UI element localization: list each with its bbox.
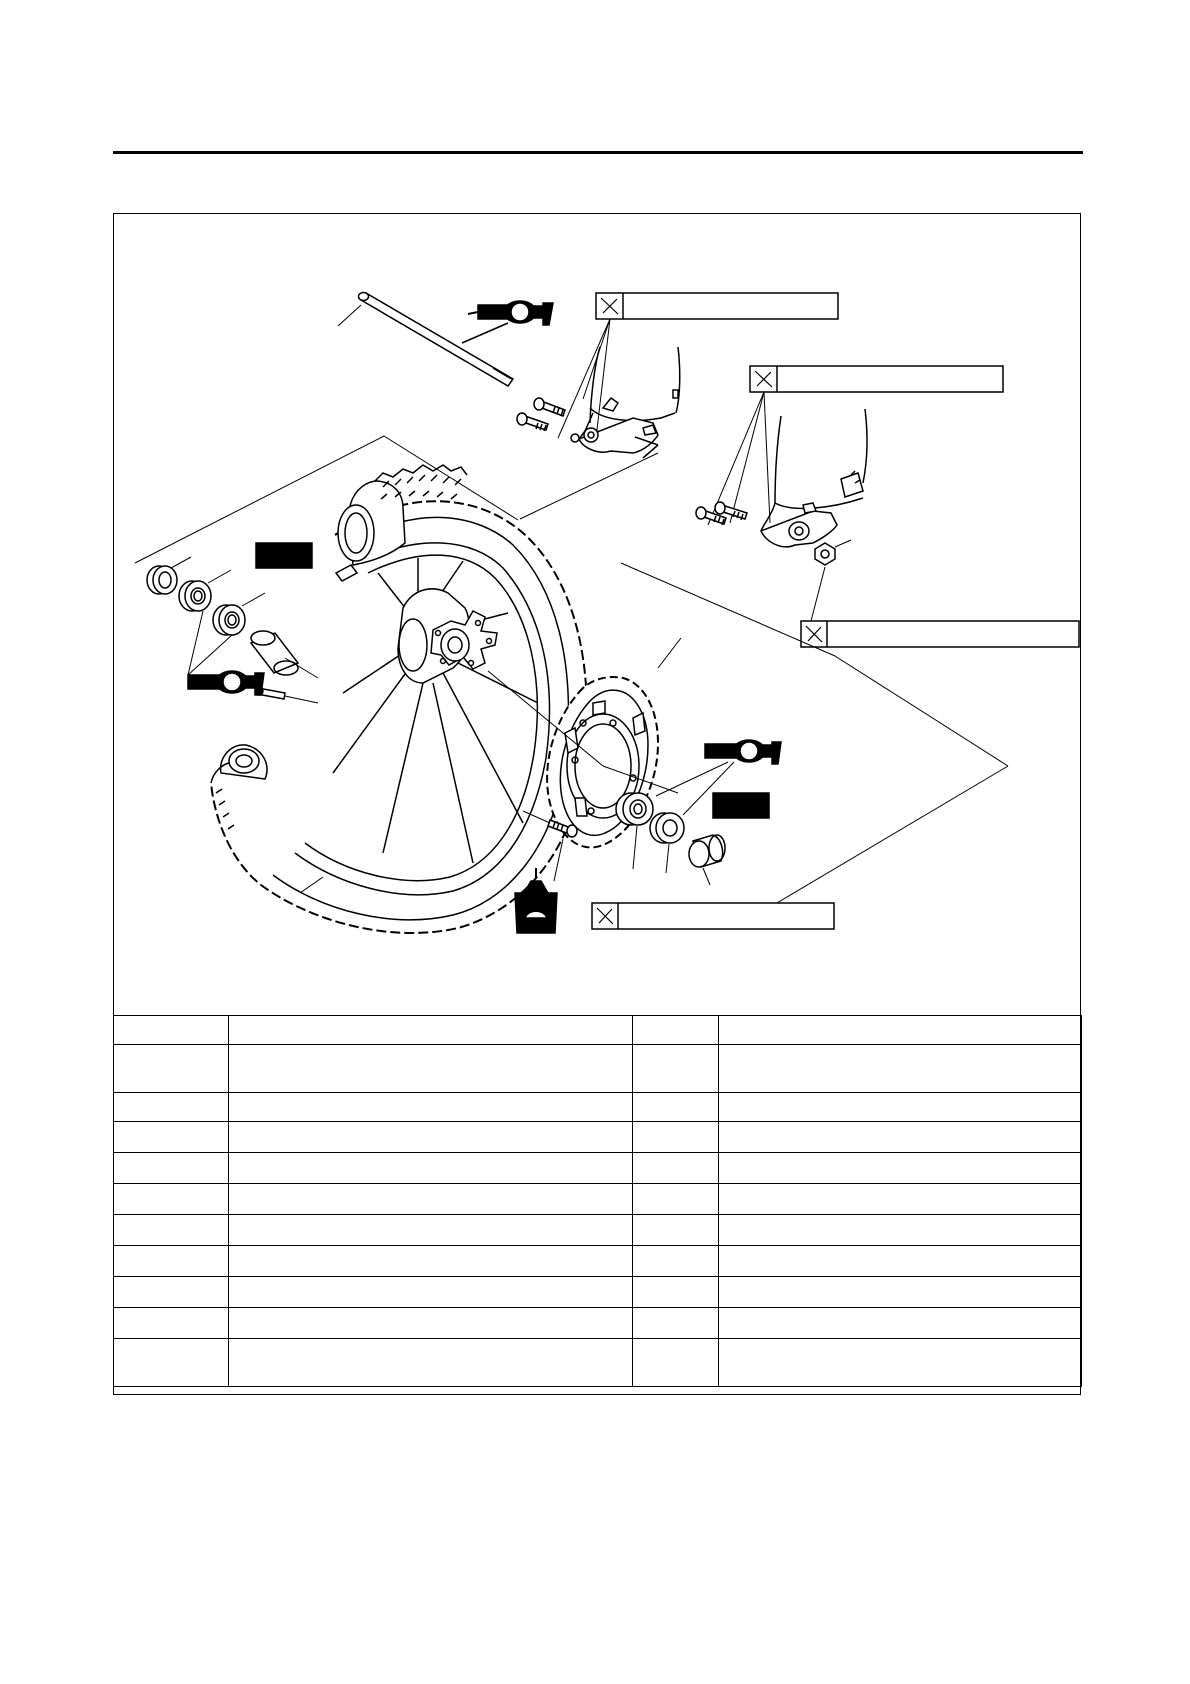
assembly-lines-right: [621, 563, 1008, 913]
table-cell: [229, 1277, 633, 1308]
table-cell: [229, 1215, 633, 1246]
table-cell: [719, 1153, 1082, 1184]
table-cell: [229, 1045, 633, 1093]
table-cell: [633, 1339, 719, 1387]
table-header-cell: [229, 1016, 633, 1045]
table-cell: [114, 1122, 229, 1153]
table-row: [114, 1122, 1082, 1153]
table-cell: [633, 1184, 719, 1215]
table-cell: [114, 1184, 229, 1215]
table-cell: [719, 1122, 1082, 1153]
fork-leg-left: [571, 347, 680, 458]
table-cell: [114, 1339, 229, 1387]
table-cell: [114, 1277, 229, 1308]
table-header-cell: [633, 1016, 719, 1045]
torque-spec-box-3: [801, 567, 1079, 647]
table-cell: [633, 1153, 719, 1184]
table-cell: [633, 1308, 719, 1339]
grease-icon: [462, 301, 553, 343]
table-row: [114, 1184, 1082, 1215]
table-header-cell: [719, 1016, 1082, 1045]
table-cell: [719, 1093, 1082, 1122]
right-bearing-set: [616, 793, 725, 885]
table-cell: [633, 1246, 719, 1277]
fork-leg-right: [761, 409, 867, 547]
table-row: [114, 1246, 1082, 1277]
table-cell: [633, 1122, 719, 1153]
black-label-right: [713, 793, 769, 818]
table-cell: [719, 1215, 1082, 1246]
fork-pinch-bolts-right: [696, 502, 747, 525]
front-wheel: [211, 465, 587, 933]
table-cell: [229, 1184, 633, 1215]
fork-pinch-bolts-left: [517, 398, 565, 431]
table-cell: [719, 1308, 1082, 1339]
table-cell: [633, 1045, 719, 1093]
table-cell: [114, 1093, 229, 1122]
table-cell: [114, 1045, 229, 1093]
table-cell: [229, 1339, 633, 1387]
parts-table: [113, 1015, 1082, 1387]
table-header-row: [114, 1016, 1082, 1045]
header-rule: [113, 151, 1083, 154]
exploded-wheel-diagram: [113, 213, 1081, 1015]
table-row: [114, 1215, 1082, 1246]
table-cell: [114, 1215, 229, 1246]
table-cell: [229, 1122, 633, 1153]
table-row: [114, 1277, 1082, 1308]
table-cell: [229, 1308, 633, 1339]
table-row: [114, 1339, 1082, 1387]
table-cell: [229, 1093, 633, 1122]
table-cell: [114, 1308, 229, 1339]
table-cell: [633, 1215, 719, 1246]
locking-agent-icon: [515, 868, 557, 933]
table-row: [114, 1153, 1082, 1184]
table-cell: [719, 1246, 1082, 1277]
table-cell: [633, 1277, 719, 1308]
torque-spec-box-2: [708, 366, 1003, 525]
table-cell: [719, 1339, 1082, 1387]
table-cell: [719, 1184, 1082, 1215]
torque-spec-box-4: [592, 903, 834, 929]
table-row: [114, 1308, 1082, 1339]
table-header-cell: [114, 1016, 229, 1045]
axle-nut: [815, 540, 851, 565]
table-cell: [719, 1045, 1082, 1093]
table-cell: [114, 1246, 229, 1277]
table-cell: [229, 1153, 633, 1184]
table-cell: [719, 1277, 1082, 1308]
table-cell: [114, 1153, 229, 1184]
table-cell: [229, 1246, 633, 1277]
table-row: [114, 1093, 1082, 1122]
table-row: [114, 1045, 1082, 1093]
black-label-left: [256, 543, 312, 568]
table-cell: [633, 1093, 719, 1122]
